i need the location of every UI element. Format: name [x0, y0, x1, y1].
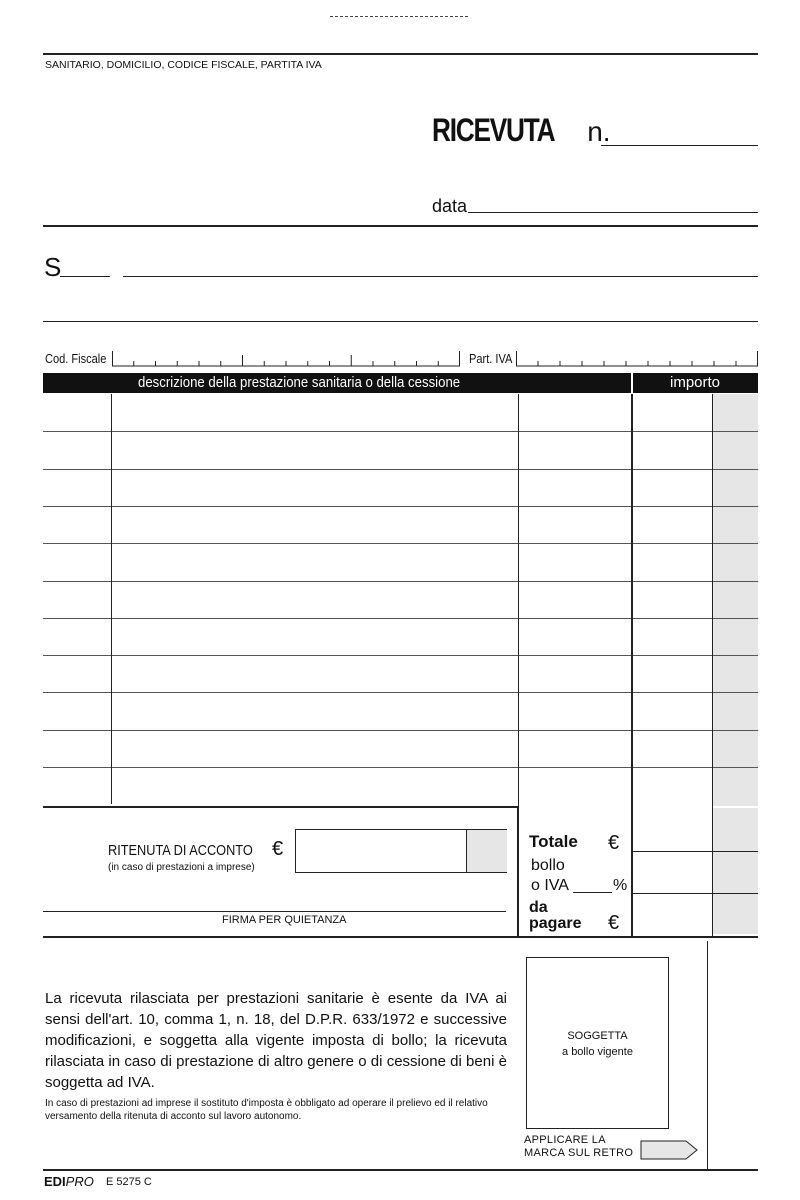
- issuer-label: SANITARIO, DOMICILIO, CODICE FISCALE, PARTITA IVA: [45, 59, 322, 71]
- withholding-euro-sign: €: [272, 838, 284, 860]
- header-bottom-rule: [43, 225, 758, 227]
- footer-rule: [43, 1169, 758, 1171]
- publisher-logo: EDIPRO: [44, 1174, 94, 1189]
- table-header: [43, 373, 758, 393]
- amount-due-label: da pagare: [529, 899, 582, 932]
- fiscal-code-label: Cod. Fiscale: [45, 351, 107, 366]
- stamp-box-text: SOGGETTA a bollo vigente: [562, 1030, 633, 1058]
- description-column-header: descrizione della prestazione sanitaria o della cessione: [138, 374, 461, 391]
- stamp-section-divider: [707, 941, 708, 1170]
- table-row[interactable]: [43, 431, 758, 432]
- vat-percent-sign: %: [613, 877, 628, 894]
- table-end-rule: [43, 936, 758, 938]
- signature-line[interactable]: [43, 911, 506, 912]
- table-row[interactable]: [43, 469, 758, 470]
- legal-note: La ricevuta rilasciata per prestazioni sanitarie è esente da IVA ai sensi dell'art. 10, comma 1, n. 18, del D.P.R. 633/1972 e successive modificazioni, e soggetta alla vigente imposta di bollo; la ricevuta rilasciata in caso di prestazione di altro genere o di cessione di beni è soggetta ad IVA.: [45, 990, 507, 1091]
- col-qty-divider: [111, 394, 112, 804]
- recipient-title-field[interactable]: [60, 276, 110, 277]
- totals-left-border: [517, 806, 519, 936]
- amount-due-euro-sign: €: [608, 912, 620, 934]
- withholding-note: (in caso di prestazioni a imprese): [108, 862, 255, 873]
- recipient-prefix: S: [44, 252, 62, 282]
- vat-rate-field[interactable]: [573, 892, 612, 893]
- table-row[interactable]: [43, 618, 758, 619]
- withholding-legal-note: In caso di prestazioni ad imprese il sostituto d'imposta è obbligato ad operare il prelievo ed il relativo versamento della ritenuta di acconto sul lavoro autonomo.: [45, 1098, 488, 1122]
- table-row[interactable]: [43, 767, 758, 768]
- date-label: data: [432, 196, 468, 216]
- form-code: E 5275 C: [106, 1176, 152, 1188]
- receipt-title: [432, 112, 611, 149]
- header-divider: [631, 373, 633, 393]
- table-row[interactable]: [43, 655, 758, 656]
- totals-row-rule-1: [632, 851, 758, 852]
- total-euro-sign: €: [608, 832, 620, 854]
- totals-cents-shade: [713, 808, 758, 934]
- cents-column-shade: [713, 394, 758, 806]
- amount-column-header: importo: [670, 374, 721, 391]
- totals-row-rule-2: [632, 893, 758, 894]
- table-row[interactable]: [43, 581, 758, 582]
- perforation-line: [330, 16, 468, 17]
- vat-label: o IVA: [531, 877, 569, 894]
- fiscal-code-boxes[interactable]: [112, 351, 460, 367]
- apply-stamp-instruction: APPLICARE LA MARCA SUL RETRO: [524, 1134, 634, 1159]
- recipient-name-field[interactable]: [123, 276, 758, 277]
- table-row[interactable]: [43, 506, 758, 507]
- col-cents-divider: [712, 394, 713, 936]
- header-top-rule: [43, 53, 758, 55]
- stamp-duty-label: bollo: [531, 857, 565, 874]
- withholding-label: RITENUTA DI ACCONTO: [108, 842, 253, 859]
- vat-number-label: Part. IVA: [469, 351, 513, 366]
- table-row[interactable]: [43, 730, 758, 731]
- table-row[interactable]: [43, 692, 758, 693]
- vat-number-boxes[interactable]: [516, 351, 758, 367]
- receipt-number-suffix: n.: [587, 116, 611, 147]
- signature-label: FIRMA PER QUIETANZA: [222, 914, 347, 926]
- col-amount-divider: [631, 394, 633, 936]
- recipient-address-field[interactable]: [43, 321, 758, 322]
- arrow-right-icon: [640, 1139, 700, 1161]
- revenue-stamp-box: [526, 957, 669, 1129]
- table-row[interactable]: [43, 543, 758, 544]
- withholding-cents-field[interactable]: [466, 830, 507, 872]
- receipt-title-text: RICEVUTA: [432, 112, 555, 148]
- table-bottom-rule: [43, 806, 518, 808]
- total-label: Totale: [529, 832, 578, 851]
- col-desc-divider: [518, 394, 519, 806]
- receipt-number-field[interactable]: [601, 145, 758, 146]
- date-field[interactable]: [468, 212, 758, 213]
